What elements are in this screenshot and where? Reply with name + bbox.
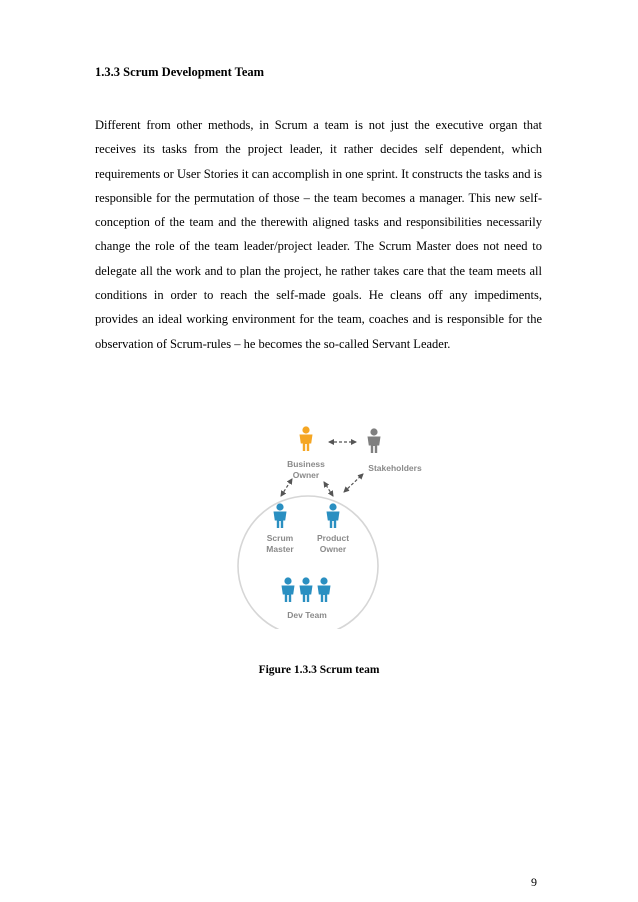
product-owner-label-line2: Owner (319, 544, 347, 554)
business-owner-icon (300, 426, 313, 451)
stakeholders-label: Stakeholders (368, 463, 422, 473)
dev-team-icon (282, 577, 331, 602)
dev-team-label: Dev Team (287, 610, 327, 620)
stakeholders-label-box (360, 458, 430, 478)
product-owner-label-line1: Product (316, 533, 350, 543)
arrow-product-business (324, 482, 333, 496)
business-owner-label-line1: Business (287, 459, 325, 469)
product-owner-icon (327, 503, 340, 528)
scrum-master-label-line1: Scrum (266, 533, 294, 543)
scrum-team-figure (232, 418, 382, 633)
business-owner-label-line2: Owner (292, 470, 320, 480)
scrum-master-icon (274, 503, 287, 528)
body-paragraph: Different from other methods, in Scrum a team is not just the executive organ that receives its tasks from the project leader, it rather decides self dependent, which requirements or User Stories it can accomplish in one sprint. It constructs the tasks and is responsible for the permutation of those – the team becomes a manager. This new self-conception of the team and the therewith aligned tasks and responsibilities necessarily change the role of the team leader/project leader. The Scrum Master does not need to delegate all the work and to plan the project, he rather takes care that the team meets all conditions in order to reach the self-made goals. He cleans off any impediments, provides an ideal working environment for the team, coaches and is responsible for the observation of Scrum-rules – he becomes the so-called Servant Leader. (95, 118, 542, 351)
scrum-team-diagram (232, 418, 382, 633)
arrow-scrum-business (281, 479, 292, 496)
scrum-master-label-line2: Master (266, 544, 294, 554)
section-heading: 1.3.3 Scrum Development Team (95, 65, 265, 79)
page-number: 9 (531, 875, 537, 889)
stakeholders-icon (368, 428, 383, 453)
figure-caption: Figure 1.3.3 Scrum team (258, 664, 380, 676)
